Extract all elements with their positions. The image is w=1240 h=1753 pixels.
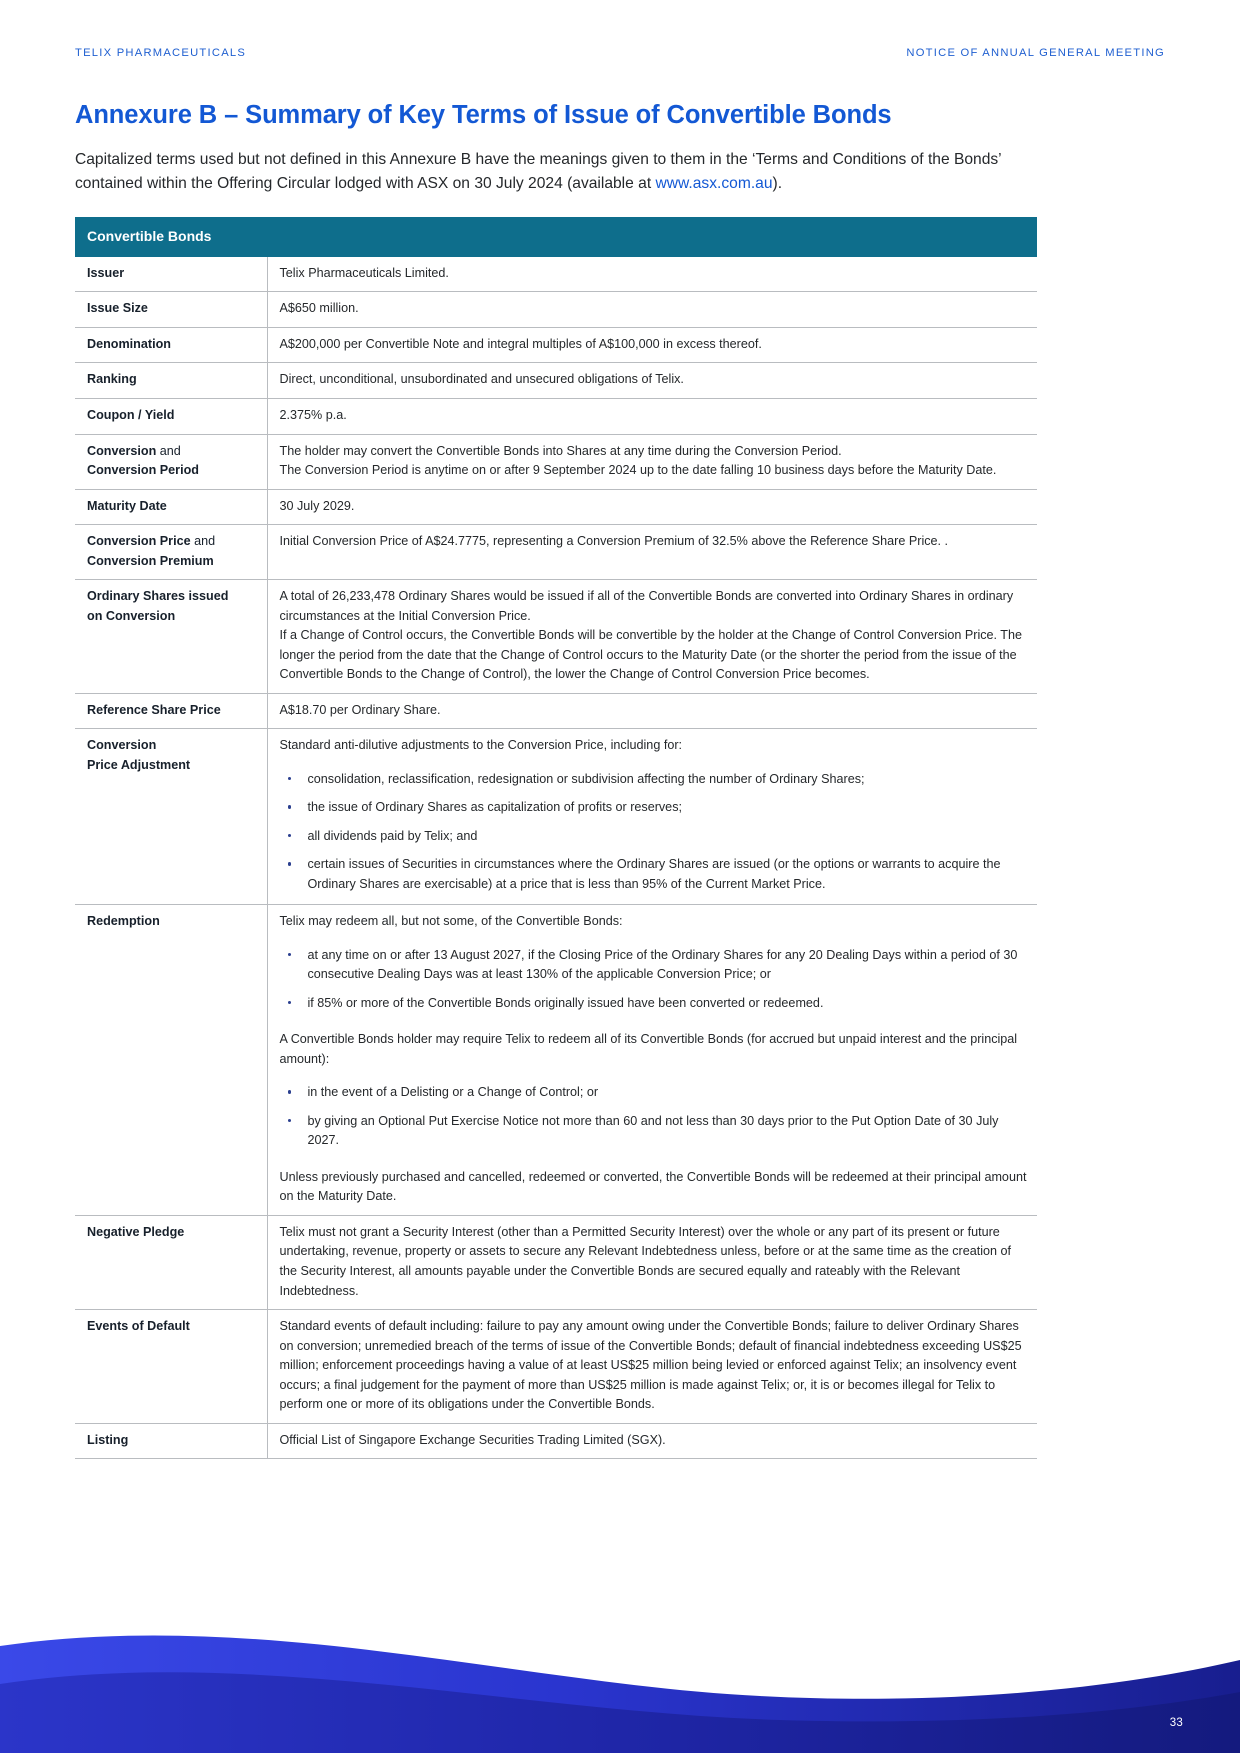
table-row-coupon-yield (75, 399, 1037, 435)
row-label-reference-share-price: Reference Share Price (75, 693, 267, 729)
intro-text-after-link: ). (772, 174, 783, 192)
redemption-bullet-list-2 (280, 1083, 1028, 1151)
cpa-bullet-list (280, 770, 1028, 895)
list-item: the issue of Ordinary Shares as capitalization of profits or reserves; (280, 798, 1028, 818)
ordinary-shares-para-2: If a Change of Control occurs, the Convertible Bonds will be convertible by the holder at the Change of Control Conversion Price. The longer the period from the date that the Change of Control occurs to the Maturity Date (or the shorter the period from the issue of the Convertible Bonds to the Change of Control), the lower the Change of Control Conversion Price becomes. (279, 628, 1023, 682)
footer-wave-decoration (0, 1588, 1240, 1753)
label-conversion-price-and: and (190, 534, 216, 549)
row-value-redemption (267, 905, 1037, 1216)
row-value-conversion-price: Initial Conversion Price of A$24.7775, representing a Conversion Premium of 32.5% above the Reference Share Price. . (267, 525, 1037, 580)
redemption-mid-paragraph: A Convertible Bonds holder may require Telix to redeem all of its Convertible Bonds (for accrued but unpaid interest and the principal amount): (279, 1032, 1018, 1066)
row-label-ranking: Ranking (75, 363, 267, 399)
row-value-ranking: Direct, unconditional, unsubordinated and unsecured obligations of Telix. (267, 363, 1037, 399)
row-label-negative-pledge: Negative Pledge (75, 1215, 267, 1309)
table-row-listing (75, 1423, 1037, 1459)
table-header-row (75, 217, 1037, 257)
table-header-description (267, 217, 1037, 257)
page-number: 33 (1169, 1717, 1183, 1729)
label-conversion-price-bold: Conversion Price (87, 534, 191, 549)
table-row-negative-pledge (75, 1215, 1037, 1309)
row-value-listing: Official List of Singapore Exchange Securities Trading Limited (SGX). (267, 1423, 1037, 1459)
row-label-maturity-date: Maturity Date (75, 489, 267, 525)
label-cpa-line1: Conversion (87, 738, 157, 753)
row-value-issue-size: A$650 million. (267, 292, 1037, 328)
label-ordinary-shares-line1: Ordinary Shares issued (87, 589, 229, 604)
table-row-conversion-period (75, 434, 1037, 489)
row-label-denomination: Denomination (75, 327, 267, 363)
row-value-negative-pledge: Telix must not grant a Security Interest (other than a Permitted Security Interest) over the whole or any part of its present or future undertaking, revenue, property or assets to secure any Relevant Indebtedness unless, before or at the same time as the creation of the Security Interest, all amounts payable under the Convertible Bonds are secured equally and rateably with the Relevant Indebtedness. (267, 1215, 1037, 1309)
ordinary-shares-para-1: A total of 26,233,478 Ordinary Shares would be issued if all of the Convertible Bonds are converted into Ordinary Shares in ordinary circumstances at the Initial Conversion Price. (279, 589, 1014, 623)
label-conversion-period-bold: Conversion Period (87, 463, 199, 478)
redemption-bullet-list-1 (280, 946, 1028, 1014)
intro-text-before-link: Capitalized terms used but not defined in this Annexure B have the meanings given to them in the ‘Terms and Conditions of the Bonds’ contained within the Offering Circular lodged with ASX on 30 July 2024 (available at (75, 150, 1002, 192)
list-item: if 85% or more of the Convertible Bonds originally issued have been converted or redeemed. (280, 994, 1028, 1014)
table-row-ranking (75, 363, 1037, 399)
row-value-issuer: Telix Pharmaceuticals Limited. (267, 257, 1037, 292)
row-label-issue-size: Issue Size (75, 292, 267, 328)
row-label-conversion-price-adjustment (75, 729, 267, 905)
table-row-conversion-price (75, 525, 1037, 580)
page-title: Annexure B – Summary of Key Terms of Issue of Convertible Bonds (75, 101, 892, 129)
row-value-reference-share-price: A$18.70 per Ordinary Share. (267, 693, 1037, 729)
cpa-intro: Standard anti-dilutive adjustments to the Conversion Price, including for: (279, 738, 683, 753)
list-item: at any time on or after 13 August 2027, if the Closing Price of the Ordinary Shares for any 20 Dealing Days within a period of 30 consecutive Dealing Days was at least 130% of the applicable Conversion Price; or (280, 946, 1028, 985)
table-head (75, 217, 1037, 257)
list-item: all dividends paid by Telix; and (280, 827, 1028, 847)
row-label-listing: Listing (75, 1423, 267, 1459)
row-label-coupon-yield: Coupon / Yield (75, 399, 267, 435)
intro-paragraph (75, 148, 1037, 195)
running-header-right: NOTICE OF ANNUAL GENERAL MEETING (906, 47, 1165, 59)
row-label-issuer: Issuer (75, 257, 267, 292)
list-item: certain issues of Securities in circumstances where the Ordinary Shares are issued (or the options or warrants to acquire the Ordinary Shares are exercisable) at a price that is less than 95% of the Current Market Price. (280, 855, 1028, 894)
table-row-issue-size (75, 292, 1037, 328)
row-value-ordinary-shares-issued (267, 580, 1037, 694)
row-label-conversion-period (75, 434, 267, 489)
list-item: consolidation, reclassification, redesignation or subdivision affecting the number of Ordinary Shares; (280, 770, 1028, 790)
label-cpa-line2: Price Adjustment (87, 757, 191, 772)
row-label-ordinary-shares-issued (75, 580, 267, 694)
row-value-conversion-price-adjustment (267, 729, 1037, 905)
label-ordinary-shares-line2: on Conversion (87, 608, 176, 623)
running-header-left: TELIX PHARMACEUTICALS (75, 47, 247, 59)
table-row-denomination (75, 327, 1037, 363)
label-conversion-bold: Conversion (87, 443, 157, 458)
table-row-issuer (75, 257, 1037, 292)
conversion-para-1: The holder may convert the Convertible Bonds into Shares at any time during the Conversion Period. (279, 443, 842, 458)
row-value-coupon-yield: 2.375% p.a. (267, 399, 1037, 435)
table-row-maturity-date (75, 489, 1037, 525)
page-content (75, 100, 1037, 1459)
table-body (75, 257, 1037, 1459)
row-value-events-of-default: Standard events of default including: failure to pay any amount owing under the Convertible Bonds; failure to deliver Ordinary Shares on conversion; unremedied breach of the terms of issue of the Convertible Bonds; default of financial indebtedness exceeding US$25 million; enforcement proceedings having a value of at least US$25 million being levied or enforced against Telix; an insolvency event occurs; a final judgement for the payment of more than US$25 million is made against Telix; or, it is or becomes illegal for Telix to perform one or more of its obligations under the Convertible Bonds. (267, 1310, 1037, 1424)
table-row-events-of-default (75, 1310, 1037, 1424)
label-conversion-and: and (156, 443, 181, 458)
redemption-intro: Telix may redeem all, but not some, of the Convertible Bonds: (279, 914, 623, 929)
asx-website-link[interactable]: www.asx.com.au (655, 174, 773, 192)
redemption-outro-paragraph: Unless previously purchased and cancelled, redeemed or converted, the Convertible Bonds will be redeemed at their principal amount on the Maturity Date. (279, 1169, 1027, 1204)
list-item: by giving an Optional Put Exercise Notice not more than 60 and not less than 30 days prior to the Put Option Date of 30 July 2027. (280, 1112, 1028, 1151)
running-header (75, 47, 1165, 59)
row-value-conversion-period (267, 434, 1037, 489)
convertible-bonds-terms-table (75, 217, 1037, 1459)
row-label-events-of-default: Events of Default (75, 1310, 267, 1424)
table-row-reference-share-price (75, 693, 1037, 729)
row-value-denomination: A$200,000 per Convertible Note and integral multiples of A$100,000 in excess thereof. (267, 327, 1037, 363)
row-label-conversion-price (75, 525, 267, 580)
table-header-term: Convertible Bonds (75, 217, 267, 257)
row-value-maturity-date: 30 July 2029. (267, 489, 1037, 525)
table-row-conversion-price-adjustment (75, 729, 1037, 905)
table-row-redemption (75, 905, 1037, 1216)
label-conversion-premium-bold: Conversion Premium (87, 553, 214, 568)
row-label-redemption: Redemption (75, 905, 267, 1216)
conversion-para-2: The Conversion Period is anytime on or after 9 September 2024 up to the date falling 10 business days before the Maturity Date. (279, 463, 997, 478)
table-row-ordinary-shares-issued (75, 580, 1037, 694)
list-item: in the event of a Delisting or a Change of Control; or (280, 1083, 1028, 1103)
